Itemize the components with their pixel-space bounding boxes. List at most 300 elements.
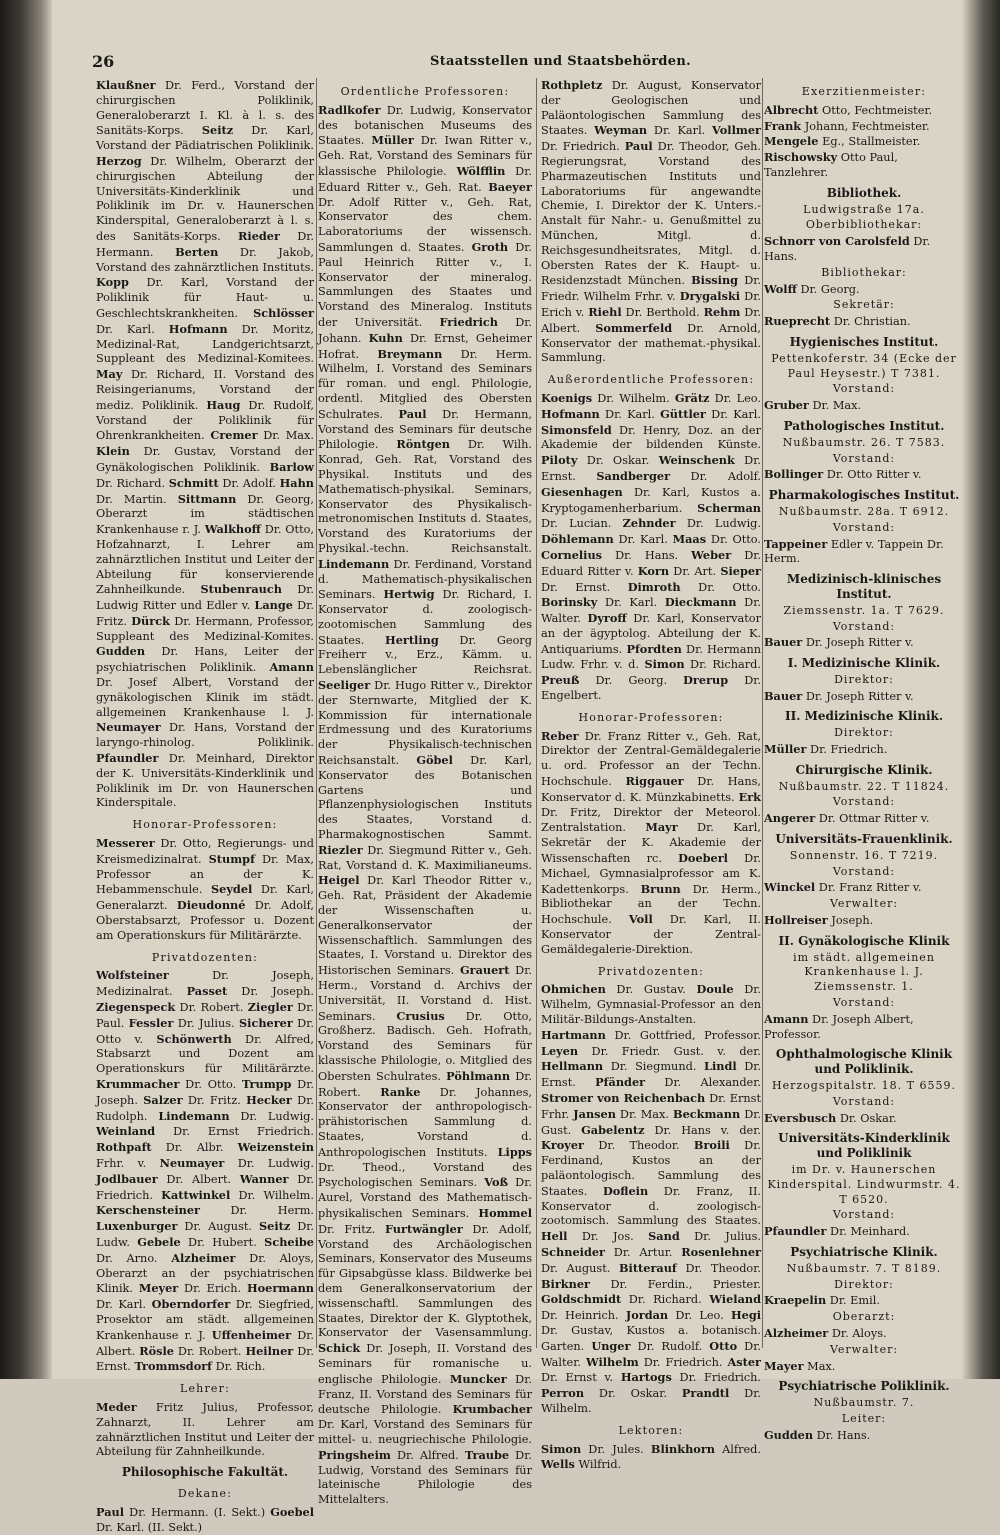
person-details: Dr. Berthold.	[621, 305, 700, 319]
person-name: Erk	[738, 789, 761, 804]
address-or-role-label: Direktor:	[834, 672, 894, 686]
person-name: Dyroff	[587, 611, 627, 626]
person-details: Dr. Adolf Ritter v., Geh. Rat, Konservator des chem. Laboratoriums der wissensch. Sammlungen d. Staates.	[318, 195, 532, 254]
person-name: Giesenhagen	[541, 484, 623, 499]
person-name: Schnorr von Carolsfeld	[764, 234, 910, 249]
person-name: Mayer	[764, 1358, 804, 1373]
person-details: Dr. Paul Heinrich Ritter v., I. Konservator der mineralog. Sammlungen des Staates und Vorstand des Mineralog. Instituts der Universität.	[318, 240, 533, 329]
entry-paragraph	[764, 282, 964, 298]
person-name: Pöhlmann	[446, 1068, 511, 1083]
person-details: Dr. Julius.	[173, 1016, 235, 1030]
person-name: Sieper	[720, 563, 761, 578]
entry-paragraph	[541, 982, 761, 1416]
person-name: Hecker	[246, 1092, 292, 1107]
person-details: Dr. Jos.	[567, 1230, 634, 1244]
column-divider	[316, 78, 317, 1348]
institute-heading: Medizinisch-klinisches Institut.	[786, 572, 942, 601]
person-details: Dr. Albert.	[157, 1172, 232, 1186]
person-details: Dr. Richard, I. Konservator d. zoologisch-zootomischen Sammlung des Staates.	[318, 588, 532, 647]
person-details: Dr. Hermann.	[96, 229, 314, 259]
person-details: Dr. August, Konservator der Geologischen und Paläontologischen Sammlung des Staates.	[541, 79, 761, 138]
person-details: Dr. Erich.	[178, 1282, 242, 1296]
person-name: Beckmann	[673, 1106, 741, 1121]
address-or-role-label: im städt. allgemeinen Krankenhause l. J. Ziemssenstr. 1.	[793, 950, 935, 994]
person-name: Wanner	[239, 1171, 289, 1186]
person-name: Voll	[628, 912, 653, 927]
person-name: Bollinger	[764, 467, 824, 482]
person-name: Neumayer	[159, 1155, 225, 1170]
person-details: Dr. Ludwig Ritter und Edler v.	[96, 583, 314, 613]
person-name: Sittmann	[177, 491, 237, 506]
entry-paragraph	[764, 103, 964, 181]
person-details: Dr. Robert.	[175, 1001, 244, 1015]
person-name: Voß	[484, 1175, 509, 1190]
person-details: Dr. Ferdinand, Kustos an der paläontologisch. Sammlung des Staates.	[541, 1139, 761, 1198]
person-details: Dr. Karl.	[613, 533, 668, 547]
person-name: Heigel	[318, 873, 360, 888]
person-name: Gruber	[764, 398, 809, 413]
institute-heading: Universitäts-Frauenklinik.	[775, 832, 953, 847]
person-details: Fritz Julius, Professor, Zahnarzt, II. Lehrer am zahnärztlichen Institut und Leiter der Abteilung für Zahnheilkunde.	[96, 1400, 314, 1459]
institute-heading: Philosophische Fakultät.	[121, 1465, 289, 1480]
person-details: Dr. Siegfried, Prosektor am städt. allgemeinen Krankenhause r. J.	[96, 1298, 314, 1342]
person-name: Meyer	[138, 1281, 179, 1296]
institute-heading: Ophthalmologische Klinik und Poliklinik.	[775, 1047, 953, 1077]
section-heading: Privatdozenten:	[151, 950, 259, 964]
person-details: Dr. Adolf, Vorstand des Archäologischen Seminars, Konservator des Museums für Gipsabgüsse klass. Bildwerke bei dem Generalkonservatorium der wissenschaftl. Sammlungen des Staates, Direktor der K. Glyptothek, Konservator der Vasensammlung.	[318, 1222, 532, 1340]
person-details: Dr. Eduard Ritter v.	[541, 548, 761, 578]
person-details: Dr. Moritz, Medizinal-Rat, Landgerichtsarzt, Suppleant des Medizinal-Komitees.	[96, 322, 314, 366]
person-name: Crusius	[396, 1008, 445, 1023]
person-name: Paul	[624, 139, 653, 154]
person-name: Sicherer	[239, 1015, 293, 1030]
person-name: Groth	[471, 239, 509, 254]
person-details: Dr. Hans v. der.	[644, 1123, 761, 1137]
person-name: Herzog	[96, 153, 142, 168]
person-name: Neumayer	[96, 720, 161, 735]
person-name: Eversbusch	[764, 1110, 837, 1125]
person-details: Dr. Engelbert.	[541, 674, 761, 703]
person-details: Dr. Ernst Frhr.	[541, 1092, 761, 1121]
person-details: Dr. Karl, Vorstand der Pädiatrischen Poliklinik.	[96, 124, 314, 153]
person-name: Piloty	[541, 453, 578, 468]
page-header	[92, 52, 952, 74]
entry-paragraph	[541, 1442, 761, 1474]
address-or-role-label: Ziemssenstr. 1a. T 7629.	[783, 603, 945, 617]
entry-paragraph	[764, 1326, 964, 1342]
person-name: Gebele	[137, 1234, 181, 1249]
person-details: Dr. Ferd., Vorstand der chirurgischen Poliklinik, Generaloberarzt I. Kl. à l. s. des Sanitäts-Korps.	[96, 79, 314, 138]
person-details: Dr. Ludwig.	[229, 1109, 315, 1123]
entry-paragraph	[764, 811, 964, 827]
entry-paragraph	[764, 1428, 964, 1444]
address-or-role-label: Bibliothekar:	[821, 265, 907, 279]
person-details: Dr. Wilhelm.	[541, 1387, 761, 1415]
person-name: Otto	[709, 1338, 738, 1353]
person-details: Dr. Ernst, Geheimer Hofrat.	[318, 331, 532, 361]
entry-paragraph	[764, 314, 964, 330]
person-name: Seitz	[201, 123, 234, 138]
person-name: Stumpf	[208, 851, 255, 866]
person-details: Dr. Karl, Vorstand des Seminars für mittel- u. neugriechische Philologie.	[318, 1418, 532, 1446]
person-name: Bissing	[691, 273, 739, 288]
entry-paragraph	[764, 689, 964, 705]
person-name: Grauert	[459, 963, 510, 978]
person-name: Cornelius	[541, 547, 603, 562]
person-details: Dr. Richard, II. Vorstand des Reisingerianums, Vorstand der mediz. Poliklinik.	[96, 368, 314, 412]
person-details: Dr. Alfred.	[390, 1448, 459, 1462]
person-name: Stubenrauch	[200, 582, 282, 597]
person-details: Dr. Theod., Vorstand des Psychologischen Seminars.	[318, 1160, 532, 1190]
person-name: Lipps	[497, 1144, 532, 1159]
entry-paragraph	[764, 398, 964, 414]
person-name: Borinsky	[541, 595, 598, 610]
person-details: Johann, Fechtmeister.	[801, 119, 930, 133]
person-name: Riehl	[588, 304, 622, 319]
person-details: Dr. Henry, Doz. an der Akademie der bildenden Künste.	[541, 423, 761, 452]
section-heading: Exerzitienmeister:	[801, 85, 927, 98]
person-name: Hoermann	[246, 1281, 315, 1296]
person-name: Gudden	[96, 644, 146, 659]
person-details: Dr. Franz, II. Konservator d. zoologisch-zootomisch. Sammlung des Staates.	[541, 1184, 762, 1228]
person-name: Göbel	[416, 753, 453, 768]
institute-heading: Chirurgische Klinik.	[795, 762, 933, 777]
person-details: Dr. Karl.	[96, 1298, 147, 1312]
person-name: Radlkofer	[318, 102, 381, 117]
person-details: Dr. Fritz.	[318, 1222, 376, 1236]
person-details: Dr. Leo.	[709, 391, 761, 405]
person-name: Pfaundler	[764, 1224, 827, 1239]
address-or-role-label: Nußbaumstr. 7. T 8189.	[786, 1261, 942, 1275]
person-details: Dr. Otto, Regierungs- und Kreismedizinalrat.	[96, 837, 314, 866]
person-details: Dr. Karl, Konservator an der ägyptolog. Abteilung der K. Antiquariums.	[541, 612, 761, 656]
person-details: Dr. Heinrich.	[541, 1309, 619, 1323]
person-details: Dr. Otto.	[680, 580, 762, 594]
person-name: Jodlbauer	[96, 1171, 158, 1186]
person-details: Dr. Karl, Kustos a. Kryptogamenherbarium.	[541, 485, 761, 515]
person-name: Lange	[254, 598, 293, 613]
person-details: Dr. Georg, Oberarzt im städtischen Krankenhause r. J.	[96, 492, 314, 537]
person-name: Hollreiser	[764, 913, 828, 928]
person-name: Pfaundler	[96, 751, 159, 766]
entry-paragraph	[96, 1505, 314, 1535]
address-or-role-label: Vorstand:	[832, 1094, 896, 1108]
person-name: Reber	[541, 728, 579, 743]
person-details: Dr. Karl, II. Konservator der Zentral-Gemäldegalerie-Direktion.	[541, 913, 762, 956]
person-name: Winckel	[764, 880, 816, 895]
person-details: Dr. Hans, Vorstand der laryngo-rhinolog. Poliklinik.	[96, 721, 314, 750]
person-details: Otto Paul, Tanzlehrer.	[764, 151, 898, 179]
section-heading: Außerordentliche Professoren:	[547, 373, 755, 387]
person-name: Leyen	[541, 1043, 579, 1058]
person-name: Kroyer	[541, 1138, 585, 1153]
person-name: Pfänder	[595, 1075, 646, 1090]
section-heading: Honorar-Professoren:	[578, 710, 724, 724]
entry-paragraph	[764, 913, 964, 929]
person-details: Dr. Erich v.	[541, 290, 761, 319]
entry-paragraph	[96, 78, 314, 811]
person-details: Dr. Theodor.	[584, 1139, 680, 1153]
person-name: Muncker	[449, 1371, 507, 1386]
person-name: Barlow	[269, 459, 314, 474]
person-details: Dr. Emil.	[826, 1294, 880, 1308]
person-name: Gabelentz	[581, 1122, 645, 1137]
address-or-role-label: Oberbibliothekar:	[805, 218, 923, 232]
running-title: Staatsstellen und Staatsbehörden.	[430, 54, 691, 69]
person-details: Dr. Joseph Ritter v.	[802, 636, 914, 650]
person-details: Dr. Gustav, Vorstand der Gynäkologischen Poliklinik.	[96, 445, 314, 474]
person-name: Hartogs	[620, 1370, 672, 1385]
person-name: Passet	[186, 984, 228, 999]
person-details: Dr. Joseph Albert, Professor.	[764, 1012, 914, 1041]
person-details: Dr. Herm., Vorstand d. Archivs der Universität, II. Vorstand d. Hist. Seminars.	[318, 964, 532, 1023]
person-details: Dr. Adolf.	[670, 469, 761, 483]
person-name: Perron	[541, 1386, 585, 1401]
person-name: Hommel	[478, 1205, 532, 1220]
person-name: Weinschenk	[658, 453, 735, 468]
person-details: Dr. Friedr. Wilhelm Frhr. v.	[541, 274, 761, 304]
person-name: Rothpaft	[96, 1140, 152, 1155]
person-details: Dr. Oskar.	[584, 1387, 668, 1401]
person-name: Pringsheim	[318, 1447, 391, 1462]
person-details: Dr. Karl.	[597, 596, 658, 610]
person-name: Simon	[644, 657, 685, 672]
address-or-role-label: Vorstand:	[832, 795, 896, 809]
person-name: Stromer von Reichenbach	[541, 1091, 706, 1105]
person-name: Seydel	[211, 882, 253, 897]
person-name: Rehm	[703, 304, 741, 319]
person-details: Dr. Hermann, Vorstand des Seminars für deutsche Philologie.	[318, 407, 532, 452]
person-name: Luxenburger	[96, 1219, 178, 1234]
person-details: Dr. Martin.	[96, 492, 167, 506]
person-details: Dr. Friedrich.	[806, 743, 888, 757]
person-details: Dr. Joseph.	[96, 1078, 314, 1107]
person-name: Oberndorfer	[151, 1297, 231, 1312]
person-name: Mengele	[764, 134, 819, 149]
person-details: Dr. Hans.	[813, 1428, 871, 1442]
person-name: Wilhelm	[585, 1354, 639, 1369]
address-or-role-label: Vorstand:	[832, 520, 896, 534]
institute-heading: Pathologisches Institut.	[783, 418, 945, 433]
person-name: Angerer	[764, 811, 816, 826]
person-name: Messerer	[96, 836, 155, 851]
address-or-role-label: Vorstand:	[832, 1208, 896, 1222]
person-name: Haug	[206, 397, 241, 412]
person-details: Dr. Fritz.	[96, 599, 314, 628]
person-details: Dr. Otto Ritter v.	[823, 468, 922, 482]
person-details: Dr. Hermann. (I. Sekt.)	[124, 1505, 266, 1519]
person-name: Hertling	[385, 632, 439, 647]
address-or-role-label: Direktor:	[834, 726, 894, 740]
person-name: Lindemann	[158, 1108, 230, 1123]
person-details: Dr. Rudolf, Vorstand der Poliklinik für Ohrenkrankheiten.	[96, 398, 314, 443]
person-details: Dr. Hugo Ritter v., Direktor der Sternwarte, Mitglied der K. Kommission für internationale Erdmessung und des Kuratoriums der Physikalisch-technischen Reichsanstalt.	[318, 679, 532, 768]
person-name: Weinland	[96, 1124, 156, 1139]
person-details: Dr. Rudolph.	[96, 1093, 314, 1123]
person-details: Dr. Hermann, Professor, Suppleant des Medizinal-Komites.	[96, 614, 314, 643]
person-name: Wolff	[764, 281, 797, 296]
person-name: Frank	[764, 118, 802, 133]
person-details: Dr. Hermann Ludw. Frhr. v. d.	[541, 642, 761, 672]
person-details: Dr. Ottmar Ritter v.	[815, 812, 930, 826]
person-details: Dr. Ludwig.	[224, 1156, 315, 1170]
person-details: Dr. Otto v.	[96, 1016, 314, 1046]
person-details: Dr. Adolf, Oberstabsarzt, Professor u. Dozent am Operationskurs für Militärärzte.	[96, 899, 314, 942]
person-details: Dr. Hans, Konservator d. K. Münzkabinetts.	[541, 775, 761, 804]
person-name: Baeyer	[488, 179, 532, 194]
entry-paragraph	[764, 1224, 964, 1240]
person-name: Hofmann	[168, 321, 228, 336]
person-name: Dieckmann	[664, 595, 737, 610]
person-name: Kattwinkel	[161, 1187, 231, 1202]
person-details: Dr. Robert.	[173, 1344, 242, 1358]
person-name: Sandberger	[596, 468, 671, 483]
person-details: Dr. Hans.	[602, 548, 679, 562]
person-details: Dr. Ernst.	[96, 1344, 315, 1374]
person-details: Dr. Siegmund.	[603, 1060, 697, 1074]
person-details: Dr. Herm., Bibliothekar an der Techn. Hochschule.	[541, 882, 762, 927]
person-name: Hegi	[730, 1308, 762, 1323]
person-name: Vollmer	[712, 123, 761, 138]
person-details: Dr. Max.	[615, 1107, 670, 1121]
section-heading: Honorar-Professoren:	[132, 818, 278, 832]
person-details: Dr. Hans, Leiter der psychiatrischen Poliklinik.	[96, 645, 314, 675]
person-details: Dr. Hans.	[764, 235, 931, 263]
person-name: Amann	[764, 1011, 809, 1026]
person-name: Dieudonné	[176, 898, 246, 913]
person-details: Dr. Wilhelm, Gymnasial-Professor an den Militär-Bildungs-Anstalten.	[541, 983, 762, 1027]
person-name: Albrecht	[764, 102, 819, 117]
address-or-role-label: im Dr. v. Haunerschen Kinderspital. Lindwurmstr. 4. T 6520.	[767, 1163, 961, 1206]
person-details: Dr. Hubert.	[180, 1235, 257, 1249]
address-or-role-label: Vorstand:	[832, 996, 896, 1010]
entry-paragraph	[764, 1012, 964, 1043]
person-name: Tappeiner	[764, 536, 828, 551]
person-details: Dr. Max.	[808, 399, 862, 413]
address-or-role-label: Direktor:	[834, 1277, 894, 1291]
person-name: Kopp	[96, 275, 129, 290]
person-details: Eg., Stallmeister.	[818, 135, 921, 149]
entry-paragraph	[764, 537, 964, 568]
person-name: Dimroth	[627, 579, 681, 594]
column-1	[96, 78, 315, 1534]
person-details: Dr. August.	[177, 1220, 252, 1234]
person-name: Rosenlehner	[681, 1244, 761, 1259]
person-details: Alfred.	[715, 1442, 762, 1456]
address-or-role-label: Oberarzt:	[832, 1310, 896, 1324]
person-details: Dr. Ludwig.	[675, 517, 762, 531]
person-name: Sand	[648, 1229, 680, 1244]
person-details: Dr. Karl Theodor Ritter v., Geh. Rat, Präsident der Akademie der Wissenschaften u. Generalkonservator der Wissenschaftlich. Sammlungen des Staates, I. Vorstand u. Direktor des Historischen Seminars.	[318, 874, 532, 978]
person-name: Pfordten	[626, 641, 682, 656]
institute-heading: I. Medizinische Klinik.	[787, 656, 941, 671]
person-details: Dr. Aurel, Vorstand des Mathematisch-physikalischen Seminars.	[318, 1176, 532, 1220]
person-details: Dr. Franz, II. Vorstand des Seminars für deutsche Philologie.	[318, 1372, 532, 1417]
person-name: Kerschensteiner	[96, 1203, 200, 1218]
person-name: Amann	[269, 660, 314, 675]
address-or-role-label: Sonnenstr. 16. T 7219.	[789, 848, 939, 862]
person-name: Röntgen	[396, 437, 450, 452]
person-details: Dr. Karl, Vorstand der Poliklinik für Haut- u. Geschlechtskrankheiten.	[96, 276, 314, 320]
person-details: Dr. Albert.	[96, 1328, 314, 1358]
person-details: Dr. Alfred, Stabsarzt und Dozent am Operationskurs für Militärärzte.	[96, 1032, 314, 1076]
person-name: Uffenheimer	[211, 1327, 292, 1342]
person-details: Dr. Arno.	[96, 1251, 158, 1265]
person-details: Dr. Joseph, II. Vorstand des Seminars für romanische u. englische Philologie.	[318, 1342, 532, 1386]
person-name: Wieland	[709, 1292, 762, 1307]
person-details: Dr. Johann.	[318, 315, 532, 345]
person-details: Dr. Herm.	[199, 1204, 314, 1218]
address-or-role-label: Nußbaumstr. 22. T 11824.	[778, 779, 950, 793]
institute-heading: Pharmakologisches Institut.	[768, 488, 960, 503]
person-details: Dr. Artur.	[604, 1245, 673, 1259]
entry-paragraph	[764, 742, 964, 758]
person-name: Drerup	[683, 673, 729, 688]
address-or-role-label: Herzogspitalstr. 18. T 6559.	[772, 1079, 956, 1093]
person-details: Dr. Otto.	[179, 1078, 237, 1091]
person-details: Dr. Walter.	[541, 596, 761, 626]
person-details: Max.	[803, 1359, 836, 1373]
column-divider	[536, 78, 537, 1348]
person-details: Dr. Ferdinand, Vorstand d. Mathematisch-physikalischen Seminars.	[318, 557, 532, 602]
person-name: Klein	[96, 444, 130, 459]
person-details: Dr. Karl.	[96, 322, 155, 336]
person-details: Dr. Friedr. Gust. v. der.	[578, 1044, 761, 1058]
person-details: Dr. Alexander.	[645, 1076, 761, 1090]
person-details: Dr. Jules.	[581, 1442, 644, 1456]
person-details: Dr. Iwan Ritter v., Geh. Rat, Vorstand des Seminars für klassische Philologie.	[318, 134, 533, 178]
person-details: Dr. Theodor.	[676, 1261, 761, 1275]
person-name: Friedrich	[439, 314, 498, 329]
section-heading: Ordentliche Professoren:	[340, 85, 510, 98]
entry-paragraph	[96, 968, 314, 1375]
person-details: Otto, Fechtmeister.	[818, 103, 933, 117]
person-details: Dr. Lucian.	[541, 517, 612, 531]
person-details: Dr. Siegmund Ritter v., Geh. Rat, Vorstand d. K. Maximilianeums.	[318, 843, 532, 872]
entry-paragraph	[96, 836, 314, 944]
person-name: Schick	[318, 1341, 361, 1356]
person-name: Hartmann	[541, 1027, 606, 1042]
person-name: Schlösser	[253, 305, 314, 320]
person-details: Frhr. v.	[96, 1156, 147, 1170]
person-details: Dr. Meinhard.	[826, 1225, 910, 1239]
person-details: Dr. Albert.	[541, 305, 762, 335]
person-name: Hahn	[279, 475, 315, 490]
person-details: Dr. Franz Ritter v.	[815, 881, 922, 895]
person-details: Dr. Theodor, Geh. Regierungsrat, Vorstand des Pharmazeutischen Instituts und Laboratoriums für angewandte Chemie, I. Direktor der K. Unters.-Anstalt für Nahr.- u. Genußmittel zu München, Mitgl. d. Reichsgesundheitsrates, Mitgl. d. Obersten Rates der K. Haupt- u. Residenzstadt München.	[541, 140, 762, 288]
person-name: Berten	[175, 244, 219, 259]
person-details: Dr. Georg Freiherr v., Erz., Kämm. u. Lebenslänglicher Reichsrat.	[318, 633, 533, 677]
person-name: Koenigs	[541, 390, 593, 405]
person-details: Dr. Richard.	[684, 658, 761, 672]
person-name: Ziegenspeck	[96, 1000, 176, 1015]
person-name: May	[96, 367, 123, 382]
person-details: Dr. Karl, Konservator des Botanischen Gartens und Pflanzenphysiologischen Instituts des Staates, Vorstand d. Pharmakognostischen Sammt.	[318, 754, 532, 842]
person-name: Paul	[398, 406, 427, 421]
person-details: Dr. Otto, Hofzahnarzt, I. Lehrer am zahnärztlichen Institut und Leiter der Abteilung für konservierende Zahnheilkunde.	[96, 523, 315, 597]
address-or-role-label: Vorstand:	[832, 619, 896, 633]
entry-paragraph	[764, 234, 964, 265]
person-name: Maas	[672, 532, 707, 547]
person-name: Simonsfeld	[541, 422, 612, 437]
person-details: Dr. Otto, Großherz. Badisch. Geh. Hofrath, Vorstand des Seminars für klassische Philologie, o. Mitglied des Obersten Schulrates.	[318, 1009, 532, 1083]
person-name: Doeberl	[678, 851, 728, 866]
person-name: Broili	[693, 1138, 730, 1153]
address-or-role-label: Leiter:	[841, 1411, 887, 1425]
person-name: Gudden	[764, 1427, 814, 1442]
person-name: Walkhoff	[204, 522, 261, 537]
page-number: 26	[92, 52, 115, 71]
